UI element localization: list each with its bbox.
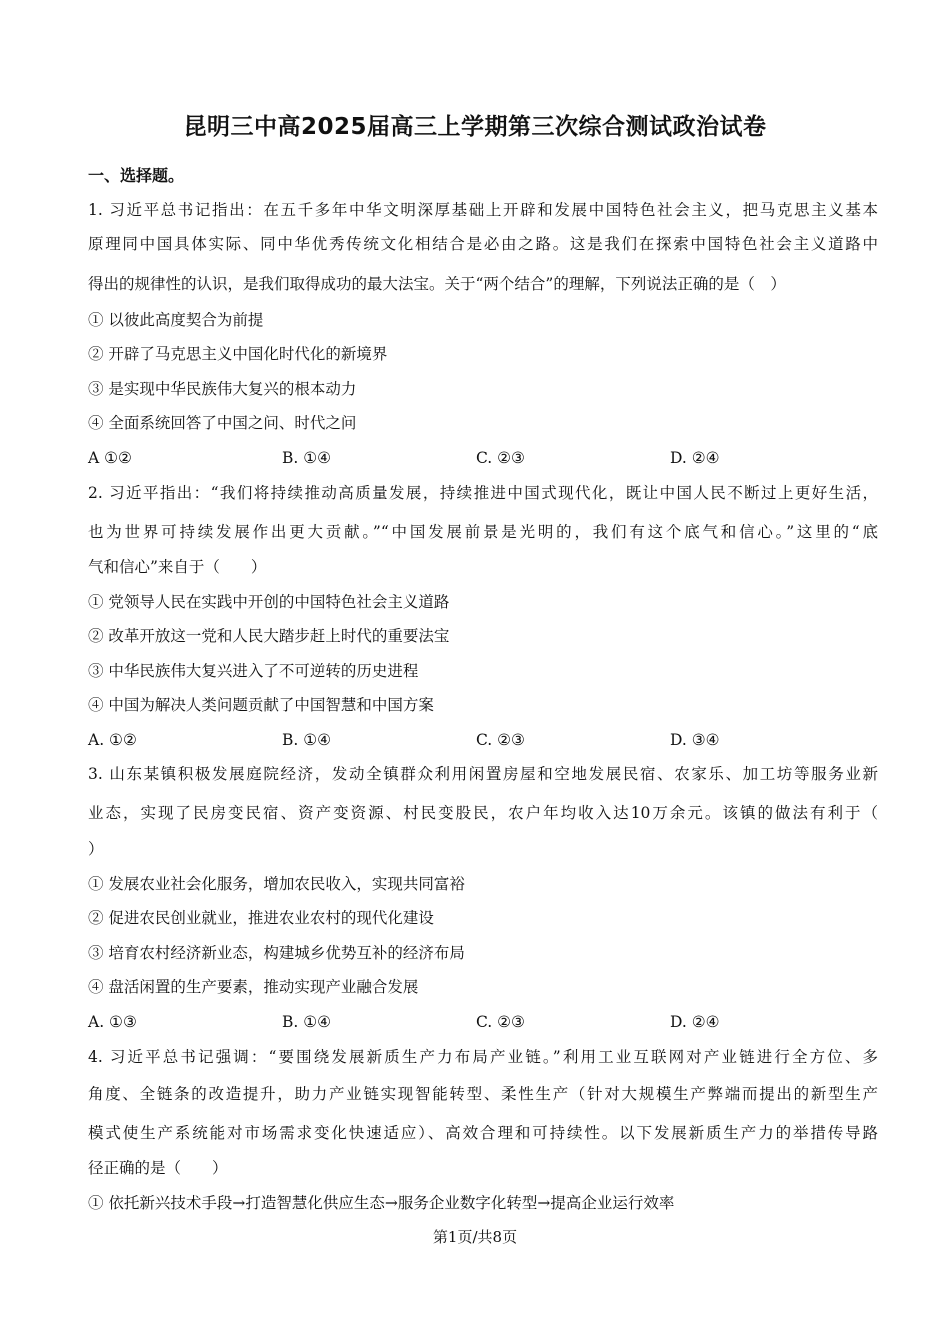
q2-item-4: ④ 中国为解决人类问题贡献了中国智慧和中国方案: [88, 696, 434, 714]
q1-line-2: 原理同中国具体实际、同中华优秀传统文化相结合是必由之路。这是我们在探索中国特色社会主义道路中: [88, 235, 878, 253]
q1-option-d[interactable]: D. ②④: [670, 449, 720, 467]
q2-item-3: ③ 中华民族伟大复兴进入了不可逆转的历史进程: [88, 662, 419, 680]
q3-option-d[interactable]: D. ②④: [670, 1013, 720, 1031]
q3-item-1: ① 发展农业社会化服务，增加农民收入，实现共同富裕: [88, 875, 465, 893]
q3-item-4: ④ 盘活闲置的生产要素，推动实现产业融合发展: [88, 978, 419, 996]
q1-options: [88, 446, 878, 470]
q2-options: [88, 728, 878, 752]
q2-item-1: ① 党领导人民在实践中开创的中国特色社会主义道路: [88, 593, 450, 611]
q3-line-1: 3. 山东某镇积极发展庭院经济，发动全镇群众利用闲置房屋和空地发展民宿、农家乐、加工坊等服务业新: [88, 765, 878, 783]
q2-line-2: 也为世界可持续发展作出更大贡献。”“中国发展前景是光明的，我们有这个底气和信心。”这里的“底: [88, 523, 878, 541]
q3-line-2: 业态，实现了民房变民宿、资产变资源、村民变股民，农户年均收入达10万余元。该镇的做法有利于（: [88, 804, 878, 822]
q3-option-b[interactable]: B. ①④: [282, 1013, 332, 1031]
q3-line-3: ）: [88, 840, 104, 858]
q4-line-4: 径正确的是（ ）: [88, 1159, 228, 1177]
q2-option-c[interactable]: C. ②③: [476, 731, 525, 749]
page-footer: 第1页/共8页: [432, 1228, 518, 1246]
section-heading: 一、选择题。: [88, 166, 185, 185]
q1-line-1: 1. 习近平总书记指出：在五千多年中华文明深厚基础上开辟和发展中国特色社会主义，把马克思主义基本: [88, 201, 878, 219]
q2-option-a[interactable]: A. ①②: [88, 731, 137, 749]
q4-item-1: ① 依托新兴技术手段→打造智慧化供应生态→服务企业数字化转型→提高企业运行效率: [88, 1194, 675, 1212]
q4-line-1: 4. 习近平总书记强调：“要围绕发展新质生产力布局产业链。”利用工业互联网对产业链进行全方位、多: [88, 1048, 878, 1066]
q2-line-1: 2. 习近平指出：“我们将持续推动高质量发展，持续推进中国式现代化，既让中国人民不断过上更好生活，: [88, 484, 878, 502]
q3-item-2: ② 促进农民创业就业，推进农业农村的现代化建设: [88, 909, 434, 927]
q2-line-3: 气和信心”来自于（ ）: [88, 558, 267, 576]
q4-line-3: 模式使生产系统能对市场需求变化快速适应）、高效合理和可持续性。以下发展新质生产力的举措传导路: [88, 1124, 878, 1142]
exam-title: 昆明三中高2025届高三上学期第三次综合测试政治试卷: [183, 114, 767, 140]
q3-option-a[interactable]: A. ①③: [88, 1013, 137, 1031]
q3-options: [88, 1010, 878, 1034]
q2-option-d[interactable]: D. ③④: [670, 731, 720, 749]
q3-item-3: ③ 培育农村经济新业态，构建城乡优势互补的经济布局: [88, 944, 465, 962]
q2-option-b[interactable]: B. ①④: [282, 731, 332, 749]
q1-item-4: ④ 全面系统回答了中国之问、时代之问: [88, 414, 357, 432]
q1-option-a[interactable]: A ①②: [88, 449, 132, 467]
q1-option-b[interactable]: B. ①④: [282, 449, 332, 467]
q1-item-1: ① 以彼此高度契合为前提: [88, 311, 264, 329]
q3-option-c[interactable]: C. ②③: [476, 1013, 525, 1031]
q1-item-3: ③ 是实现中华民族伟大复兴的根本动力: [88, 380, 357, 398]
q2-item-2: ② 改革开放这一党和人民大踏步赶上时代的重要法宝: [88, 627, 450, 645]
q1-item-2: ② 开辟了马克思主义中国化时代化的新境界: [88, 345, 388, 363]
q1-line-3: 得出的规律性的认识，是我们取得成功的最大法宝。关于“两个结合”的理解，下列说法正确的是（ ）: [88, 275, 786, 293]
q1-option-c[interactable]: C. ②③: [476, 449, 525, 467]
q4-line-2: 角度、全链条的改造提升，助力产业链实现智能转型、柔性生产（针对大规模生产弊端而提出的新型生产: [88, 1085, 878, 1103]
